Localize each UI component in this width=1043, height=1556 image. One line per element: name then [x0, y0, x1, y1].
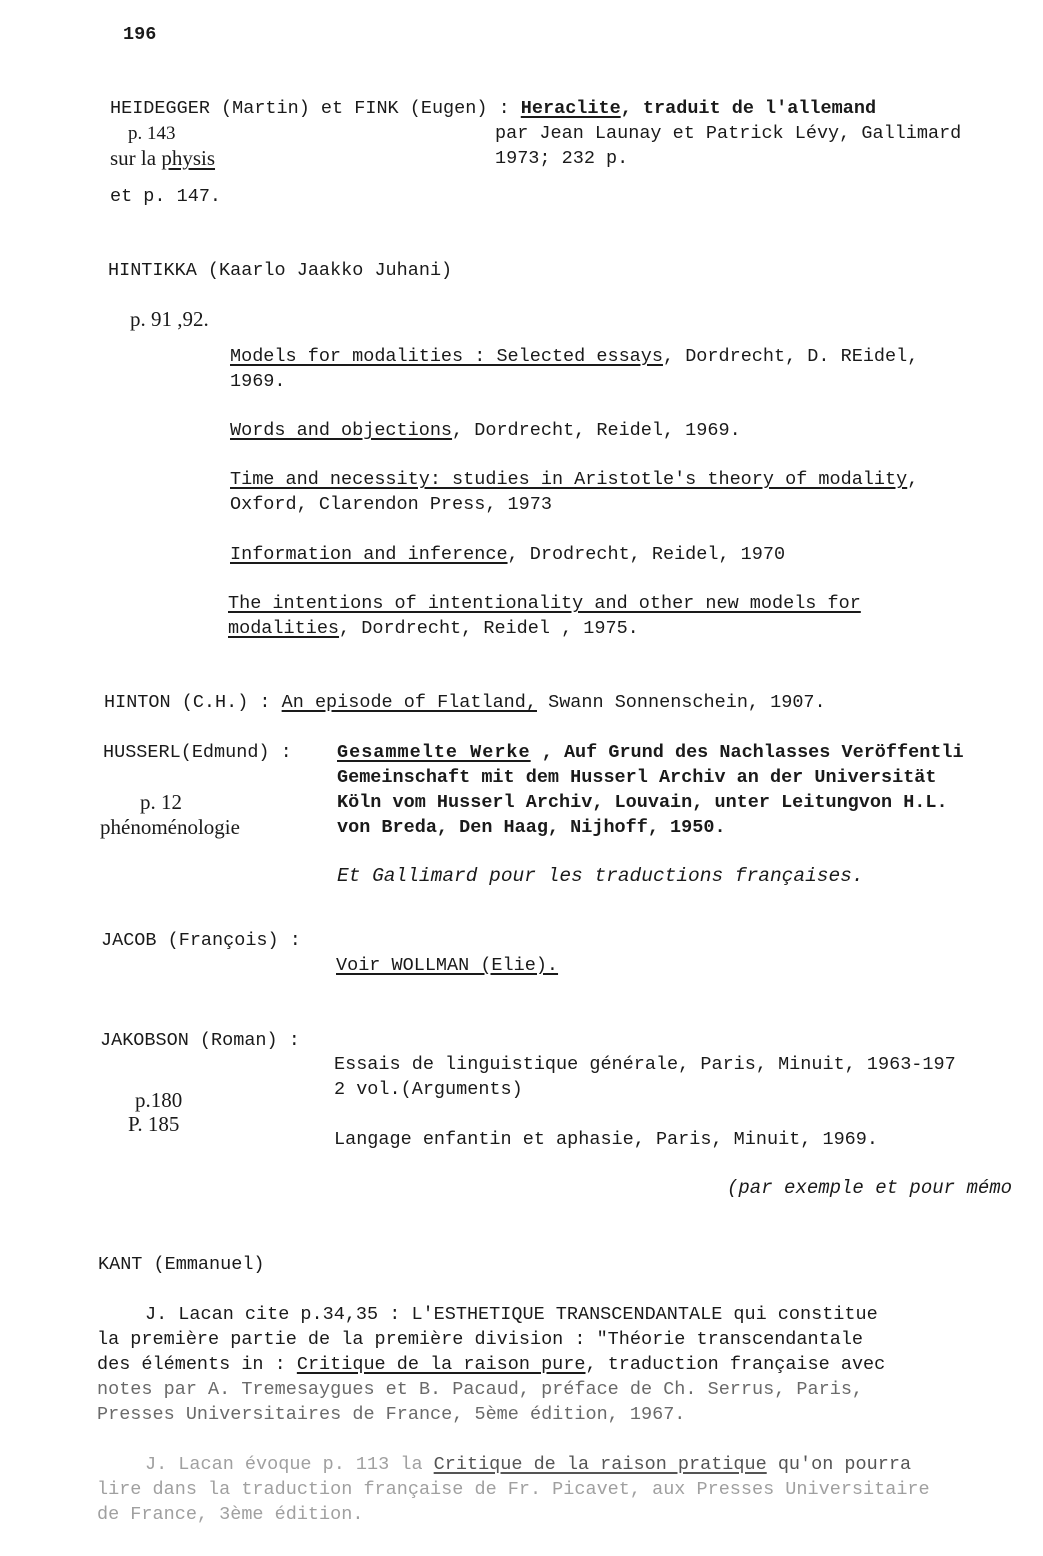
text: , traduction française avec	[585, 1354, 886, 1375]
heidegger-entry-line1	[110, 96, 876, 121]
work-rest: , Dordrecht, D. REidel,	[662, 346, 919, 367]
jakobson-note-page1: p.180	[135, 1088, 183, 1112]
husserl-note-page: p. 12	[140, 790, 182, 814]
hintikka-work-2	[230, 418, 741, 443]
jacob-author: JACOB (François) :	[101, 930, 301, 951]
husserl-title: Gesammelte Werke	[337, 742, 531, 763]
text: des éléments in :	[97, 1354, 297, 1375]
husserl-italic-note: Et Gallimard pour les traductions françaises.	[337, 865, 864, 887]
work-title: Time and necessity: studies in Aristotle's theory of modality	[230, 469, 908, 490]
text: J. Lacan évoque p. 113 la	[145, 1454, 434, 1475]
text: qu'on pourra	[766, 1454, 912, 1475]
work-title: Words and objections	[230, 420, 453, 441]
work-title: The intentions of intentionality and other new models for	[228, 593, 861, 614]
heidegger-line3: 1973; 232 p.	[495, 148, 629, 169]
kant-para1-line5: Presses Universitaires de France, 5ème édition, 1967.	[97, 1404, 686, 1425]
heidegger-note-page: p. 143	[128, 123, 176, 144]
kant-para2-line2: lire dans la traduction française de Fr. Picavet, aux Presses Universitaire	[97, 1479, 930, 1500]
kant-author: KANT (Emmanuel)	[98, 1254, 265, 1275]
hinton-title: An episode of Flatland,	[281, 692, 537, 713]
jacob-see: Voir WOLLMAN (Elie).	[336, 955, 559, 976]
critique-pratique-title: Critique de la raison pratique	[433, 1454, 767, 1475]
husserl-line1	[337, 740, 964, 765]
husserl-line4: von Breda, Den Haag, Nijhoff, 1950.	[337, 817, 726, 838]
critique-title: Critique de la raison pure	[296, 1354, 586, 1375]
kant-para1-line3	[97, 1352, 885, 1377]
hintikka-work-5	[228, 591, 861, 616]
jakobson-author: JAKOBSON (Roman) :	[100, 1030, 300, 1051]
hintikka-work-3-line2: Oxford, Clarendon Press, 1973	[230, 494, 552, 515]
heidegger-note-physis	[110, 146, 215, 171]
kant-para1-line4: notes par A. Tremesaygues et B. Pacaud, préface de Ch. Serrus, Paris,	[97, 1379, 864, 1400]
hinton-author: HINTON (C.H.) :	[104, 692, 271, 713]
heidegger-line2: par Jean Launay et Patrick Lévy, Gallimard	[495, 123, 962, 144]
jakobson-work1-line2: 2 vol.(Arguments)	[334, 1079, 523, 1100]
jakobson-italic-note: (par exemple et pour mémo	[727, 1177, 1013, 1199]
husserl-note-topic: phénoménologie	[100, 815, 240, 839]
hinton-entry	[104, 690, 826, 715]
kant-para1-line2: la première partie de la première division : "Théorie transcendantale	[97, 1329, 864, 1350]
note-physis-underlined: physis	[161, 146, 216, 170]
hintikka-note: p. 91 ,92.	[130, 307, 209, 331]
work-rest: , Dordrecht, Reidel , 1975.	[339, 618, 639, 639]
hintikka-work-1-line2: 1969.	[230, 371, 286, 392]
work-title: Models for modalities : Selected essays	[230, 346, 663, 367]
hintikka-work-1	[230, 344, 918, 369]
heidegger-note-page2: et p. 147.	[110, 186, 222, 207]
kant-para2-line3: de France, 3ème édition.	[97, 1504, 364, 1525]
work-rest: ,	[907, 469, 919, 490]
kant-para1-line1: J. Lacan cite p.34,35 : L'ESTHETIQUE TRANSCENDANTALE qui constitue	[145, 1304, 878, 1325]
husserl-author: HUSSERL(Edmund) :	[103, 742, 292, 763]
heidegger-author: HEIDEGGER (Martin) et FINK (Eugen) :	[110, 98, 510, 119]
heidegger-title: Heraclite	[520, 98, 621, 119]
hintikka-author: HINTIKKA (Kaarlo Jaakko Juhani)	[108, 260, 453, 281]
husserl-line2: Gemeinschaft mit dem Husserl Archiv an der Universität	[337, 767, 937, 788]
husserl-rest: , Auf Grund des Nachlasses Veröffentli	[530, 742, 964, 763]
kant-para2-line1	[145, 1452, 911, 1477]
hintikka-work-4	[230, 542, 785, 567]
heidegger-rest: , traduit de l'allemand	[620, 98, 877, 119]
page-number: 196	[123, 24, 157, 45]
jakobson-work2: Langage enfantin et aphasie, Paris, Minuit, 1969.	[334, 1129, 878, 1150]
work-rest: , Dordrecht, Reidel, 1969.	[452, 420, 741, 441]
work-title-cont: modalities	[228, 618, 340, 639]
hintikka-work-5-line2	[228, 616, 639, 641]
work-title: Information and inference	[230, 544, 508, 565]
hintikka-work-3	[230, 467, 918, 492]
husserl-line3: Köln vom Husserl Archiv, Louvain, unter Leitungvon H.L.	[337, 792, 948, 813]
jakobson-work1-line1: Essais de linguistique générale, Paris, Minuit, 1963-197	[334, 1054, 956, 1075]
jakobson-note-page2: P. 185	[128, 1112, 180, 1136]
hinton-rest: Swann Sonnenschein, 1907.	[536, 692, 826, 713]
note-text: sur la	[110, 146, 162, 170]
work-rest: , Drodrecht, Reidel, 1970	[507, 544, 786, 565]
